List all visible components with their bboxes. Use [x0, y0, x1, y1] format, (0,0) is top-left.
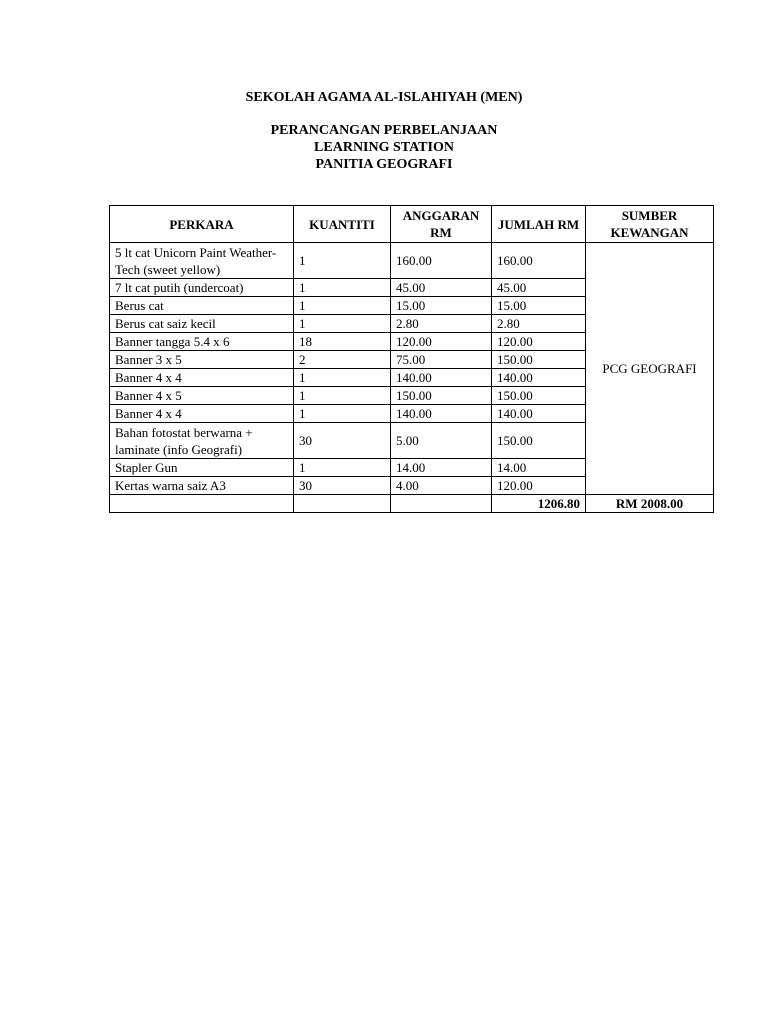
- doc-title-line-3: PANITIA GEOGRAFI: [315, 157, 453, 172]
- cell-kuantiti: 1: [294, 369, 391, 387]
- cell-perkara: Banner 4 x 4: [110, 369, 294, 387]
- cell-jumlah: 160.00: [492, 243, 586, 279]
- cell-perkara: Banner 4 x 4: [110, 405, 294, 423]
- cell-kuantiti: 1: [294, 405, 391, 423]
- cell-kuantiti: 1: [294, 387, 391, 405]
- cell-anggaran: 4.00: [391, 477, 492, 495]
- cell-kuantiti: 18: [294, 333, 391, 351]
- total-sumber: RM 2008.00: [586, 495, 714, 513]
- cell-kuantiti: 1: [294, 459, 391, 477]
- cell-jumlah: 150.00: [492, 387, 586, 405]
- cell-jumlah: 45.00: [492, 279, 586, 297]
- cell-anggaran: 5.00: [391, 423, 492, 459]
- cell-jumlah: 140.00: [492, 405, 586, 423]
- cell-perkara: Banner tangga 5.4 x 6: [110, 333, 294, 351]
- table-row: [110, 243, 714, 279]
- cell-perkara: Banner 3 x 5: [110, 351, 294, 369]
- cell-anggaran: 120.00: [391, 333, 492, 351]
- cell-sumber: PCG GEOGRAFI: [586, 243, 714, 495]
- cell-kuantiti: 1: [294, 315, 391, 333]
- cell-anggaran: 75.00: [391, 351, 492, 369]
- cell-kuantiti: 1: [294, 279, 391, 297]
- cell-perkara: Berus cat saiz kecil: [110, 315, 294, 333]
- cell-kuantiti: 2: [294, 351, 391, 369]
- cell-anggaran: 14.00: [391, 459, 492, 477]
- cell-anggaran: 2.80: [391, 315, 492, 333]
- cell-anggaran: 45.00: [391, 279, 492, 297]
- total-jumlah: 1206.80: [492, 495, 586, 513]
- cell-perkara: Bahan fotostat berwarna + laminate (info Geografi): [110, 423, 294, 459]
- budget-table: [109, 205, 714, 513]
- cell-empty: [294, 495, 391, 513]
- cell-jumlah: 120.00: [492, 477, 586, 495]
- cell-anggaran: 150.00: [391, 387, 492, 405]
- header-sumber: SUMBER KEWANGAN: [586, 206, 714, 243]
- total-row: [110, 495, 714, 513]
- cell-kuantiti: 30: [294, 423, 391, 459]
- cell-jumlah: 15.00: [492, 297, 586, 315]
- doc-title-line-2: LEARNING STATION: [314, 140, 454, 155]
- cell-perkara: Kertas warna saiz A3: [110, 477, 294, 495]
- cell-kuantiti: 30: [294, 477, 391, 495]
- cell-jumlah: 120.00: [492, 333, 586, 351]
- cell-empty: [110, 495, 294, 513]
- cell-perkara: 5 lt cat Unicorn Paint Weather-Tech (sweet yellow): [110, 243, 294, 279]
- table-header-row: [110, 206, 714, 243]
- cell-perkara: Banner 4 x 5: [110, 387, 294, 405]
- cell-jumlah: 140.00: [492, 369, 586, 387]
- header-perkara: PERKARA: [110, 206, 294, 243]
- cell-anggaran: 15.00: [391, 297, 492, 315]
- header-jumlah: JUMLAH RM: [492, 206, 586, 243]
- cell-perkara: Stapler Gun: [110, 459, 294, 477]
- cell-jumlah: 150.00: [492, 351, 586, 369]
- cell-perkara: Berus cat: [110, 297, 294, 315]
- cell-jumlah: 14.00: [492, 459, 586, 477]
- cell-empty: [391, 495, 492, 513]
- cell-perkara: 7 lt cat putih (undercoat): [110, 279, 294, 297]
- cell-anggaran: 140.00: [391, 369, 492, 387]
- school-title: SEKOLAH AGAMA AL-ISLAHIYAH (MEN): [245, 90, 523, 105]
- cell-jumlah: 2.80: [492, 315, 586, 333]
- header-kuantiti: KUANTITI: [294, 206, 391, 243]
- cell-kuantiti: 1: [294, 297, 391, 315]
- cell-anggaran: 160.00: [391, 243, 492, 279]
- cell-kuantiti: 1: [294, 243, 391, 279]
- cell-jumlah: 150.00: [492, 423, 586, 459]
- doc-title-line-1: PERANCANGAN PERBELANJAAN: [270, 123, 498, 138]
- header-anggaran: ANGGARAN RM: [391, 206, 492, 243]
- cell-anggaran: 140.00: [391, 405, 492, 423]
